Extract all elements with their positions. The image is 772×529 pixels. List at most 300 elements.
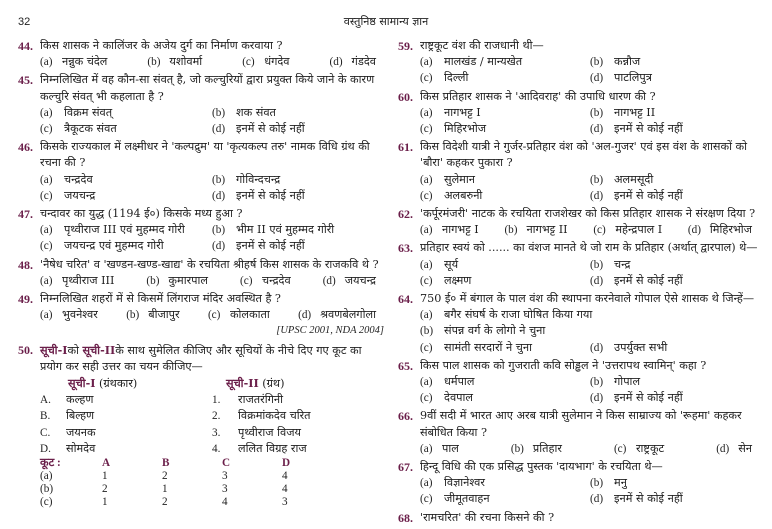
option-text: बगैर संघर्ष के राजा घोषित किया गया [444,308,593,322]
question-stem [398,206,760,222]
code-cell: 1 [102,470,108,483]
answer-option[interactable] [40,188,212,204]
option-label: (b) [212,173,226,186]
list-2-item [212,392,384,408]
option-label: (a) [420,224,433,237]
option-text: कुमारपाल [168,273,208,287]
option-label: (a) [40,173,53,186]
option-label: (b) [590,106,604,119]
question-number: 62. [398,207,413,222]
answer-option[interactable] [420,307,760,323]
question-number: 49. [18,292,33,307]
option-text: नागभट्ट I [442,223,479,237]
list-2-item [212,425,384,441]
answer-option[interactable] [147,54,202,70]
question-text: प्रतिहार स्वयं को ...... का वंशज मानते थे जो राम के प्रतिहार (अर्थात् द्वारपाल) थे— [420,241,758,255]
option-text: पृथ्वीराज III एवं मुहम्मद गोरी [64,223,185,237]
answer-option[interactable] [40,172,212,188]
option-text: उपर्युक्त सभी [614,340,668,354]
page-number: 32 [18,16,31,28]
option-label: (c) [40,189,53,202]
question-stem [398,358,760,374]
option-label: (d) [590,341,604,354]
question-block [398,291,760,356]
options [18,54,384,70]
question-number: 65. [398,358,413,373]
left-column [18,38,384,511]
option-label: (c) [420,123,433,136]
option-text: अलबरुनी [444,188,483,202]
option-label: (d) [590,392,604,405]
option-label: (c) [593,224,606,237]
options [398,441,760,457]
question-stem [18,139,384,171]
item-key: D. [40,442,51,455]
option-text: मनु [614,476,627,490]
option-text: पाटलिपुत्र [614,71,652,85]
text: को [67,343,79,357]
list-1-item [40,392,212,408]
answer-option[interactable] [420,491,590,507]
question-number: 68. [398,510,413,525]
option-text: इनमें से कोई नहीं [614,122,683,136]
answer-option[interactable] [590,70,760,86]
option-text: दिल्ली [444,71,469,85]
header-bold: सूची-I [68,376,96,391]
options [398,307,760,339]
option-label: (d) [716,442,730,455]
option-text: गोपाल [614,375,641,389]
answer-option[interactable] [420,273,590,289]
options [398,340,760,356]
code-cell: 1 [102,496,108,509]
item-key: B. [40,410,51,423]
options [398,475,760,507]
question-block [18,257,384,289]
option-label: (a) [40,274,53,287]
option-label: (b) [212,106,226,119]
option-text: इनमें से कोई नहीं [614,492,683,506]
code-cell: 4 [282,470,288,483]
option-label: (a) [420,442,433,455]
answer-option[interactable] [420,323,760,339]
list-2-ref: सूची-II [82,342,116,357]
question-number: 47. [18,207,33,222]
question-block [18,72,384,137]
option-label: (a) [420,258,433,271]
option-text: नागभट्ट I [444,105,481,119]
option-label: (b) [147,56,161,69]
answer-option[interactable] [593,222,662,238]
question-stem [398,510,760,526]
options [18,222,384,254]
item-key: 3. [212,426,221,439]
option-text: जयचन्द्र एवं मुहम्मद गोरी [64,239,164,253]
answer-option[interactable] [420,70,590,86]
list-1-header [68,375,226,392]
answer-option[interactable] [590,54,760,70]
option-text: बीजापुर [148,308,180,322]
option-text: मिहिरभोज [444,122,487,136]
answer-option[interactable] [40,273,114,289]
question-text: 750 ई० में बंगाल के पाल वंश की स्थापना करनेवाले गोपाल ऐसे शासक थे जिन्हें— [420,292,755,306]
question-block [398,139,760,204]
question-number: 59. [398,39,413,53]
option-text: शक संवत [236,105,276,119]
question-text: राष्ट्रकूट वंश की राजधानी थी— [420,39,544,52]
option-label: (d) [590,189,604,202]
option-label: (c) [420,392,433,405]
match-question [18,342,384,509]
item-value: राजतरंगिनी [238,393,284,407]
item-value: सोमदेव [66,441,96,455]
item-key: 4. [212,442,221,455]
question-text: किस विदेशी यात्री ने गुर्जर-प्रतिहार वंश को 'अल-गुजर' एवं इस वंश के शासकों को 'बौरा' कहकर पुकारा ? [420,140,748,170]
answer-option[interactable] [323,273,376,289]
question-text: 'नैषेध चरित' व 'खण्डन-खण्ड-खाद्य' के रचयिता श्रीहर्ष किस शासक के राजकवि थे ? [40,257,379,271]
answer-option[interactable] [590,121,760,137]
question-block [398,89,760,138]
list-2-item [212,441,384,457]
question-number: 45. [18,73,33,88]
answer-option[interactable] [40,105,212,121]
answer-option[interactable] [590,491,760,507]
answer-option[interactable] [590,475,760,491]
option-text: प्रतिहार [532,441,562,455]
option-text: विक्रम संवत् [64,105,113,119]
option-label: (b) [126,309,140,322]
question-block [398,38,760,87]
answer-option[interactable] [590,374,760,390]
question-number: 44. [18,39,33,53]
item-key: 2. [212,410,221,423]
question-stem [18,257,384,273]
option-text: नागभट्ट II [526,223,568,237]
question-stem [398,38,760,54]
list-2-header [226,375,384,392]
option-text: अलमसूदी [614,172,654,186]
list-2-item [212,408,384,424]
answer-option[interactable] [420,441,459,457]
question-stem [18,38,384,54]
option-label: (b) [590,173,604,186]
answer-option[interactable] [420,390,590,406]
question-text: 'कर्पूरमंजरी' नाटक के रचयिता राजशेखर को किस प्रतिहार शासक ने संरक्षण दिया ? [420,207,756,221]
answer-option[interactable] [420,475,590,491]
answer-option[interactable] [420,374,590,390]
option-label: (d) [212,240,226,253]
list-1-item [40,425,212,441]
answer-option[interactable] [590,172,760,188]
option-text: इनमें से कोई नहीं [236,122,305,136]
option-text: पृथ्वीराज III [62,273,115,287]
answer-option[interactable] [126,307,179,323]
option-label: (b) [504,224,518,237]
answer-option[interactable] [420,222,479,238]
option-label: (a) [420,173,433,186]
options [398,172,760,204]
option-text: यशोवर्मा [169,55,203,69]
answer-option[interactable] [420,121,590,137]
option-label: (a) [420,106,433,119]
question-block [398,206,760,238]
options [398,257,760,289]
option-label: (a) [420,477,433,490]
option-label: (b) [510,442,524,455]
option-text: श्रवणबेलगोला [320,308,376,322]
answer-option[interactable] [590,390,760,406]
code-cell: 2 [162,470,168,483]
match-rows [18,392,384,457]
question-block [398,240,760,289]
match-headers [18,375,384,392]
option-label: (a) [420,309,433,322]
option-text: गंडदेव [351,55,376,69]
option-text: नागभट्ट II [614,105,656,119]
question-text: किस पाल शासक को गुजराती कवि सोड्ढल ने 'उत्तरापथ स्वामिन्' कहा ? [420,358,707,372]
code-option-label[interactable]: (b) [40,483,54,496]
question-block [398,459,760,508]
option-label: (a) [40,106,53,119]
header-bold: सूची-II [226,376,259,391]
option-text: धर्मपाल [444,375,475,389]
code-cell: 3 [282,496,288,509]
option-text: सुलेमान [444,172,475,186]
answer-option[interactable] [420,340,590,356]
option-text: कोलकाता [229,308,270,322]
code-option-label[interactable]: (c) [40,496,53,509]
question-number: 63. [398,241,413,256]
answer-option[interactable] [590,340,760,356]
answer-option[interactable] [40,222,212,238]
question-block [18,206,384,255]
option-text: मालखंड / मान्यखेत [444,55,523,69]
answer-option[interactable] [590,188,760,204]
question-text [40,342,384,375]
code-header-cell: B [162,457,170,470]
answer-option[interactable] [716,441,752,457]
option-label: (b) [590,477,604,490]
answer-option[interactable] [420,257,590,273]
code-cell: 1 [162,483,168,496]
code-cell: 2 [102,483,108,496]
question-number: 48. [18,257,33,272]
question-block [398,510,760,526]
option-text: विज्ञानेश्वर [444,476,485,490]
answer-option[interactable] [688,222,752,238]
option-label: (d) [590,274,604,287]
question-stem [398,139,760,171]
answer-option[interactable] [242,54,289,70]
option-text: सेन [738,441,752,455]
answer-option[interactable] [146,273,208,289]
answer-option[interactable] [40,307,98,323]
option-label: (a) [420,56,433,69]
question-number: 67. [398,460,413,475]
option-text: इनमें से कोई नहीं [614,391,683,405]
list-1-item [40,441,212,457]
answer-option[interactable] [590,273,760,289]
option-label: (c) [420,493,433,506]
answer-option[interactable] [420,105,590,121]
answer-option[interactable] [40,121,212,137]
option-text: राष्ट्रकूट [635,441,665,455]
option-text: लक्ष्मण [444,273,472,287]
question-block [398,408,760,457]
answer-option[interactable] [212,238,384,254]
code-header-cell: A [102,457,111,470]
option-label: (c) [240,274,253,287]
option-text: गोविन्दचन्द्र [236,172,281,186]
option-label: (c) [40,123,53,136]
option-label: (d) [590,123,604,136]
code-header-cell: कूट : [40,457,61,470]
option-label: (b) [146,274,160,287]
header-rest: (ग्रंथ) [258,377,285,391]
answer-option[interactable] [420,54,590,70]
answer-option[interactable] [504,222,567,238]
option-label: (b) [420,325,434,338]
option-label: (c) [420,274,433,287]
answer-option[interactable] [212,222,384,238]
question-stem [398,459,760,475]
question-text: चन्दावर का युद्ध (1194 ई०) किसके मध्य हुआ ? [40,207,243,221]
option-label: (c) [613,442,627,455]
options [18,172,384,204]
answer-option[interactable] [614,441,664,457]
question-stem [18,291,384,307]
answer-option[interactable] [212,188,384,204]
option-text: सूर्य [444,257,459,271]
answer-option[interactable] [212,172,384,188]
question-number: 66. [398,409,413,424]
question-text: किस प्रतिहार शासक ने 'आदिवराह' की उपाधि धारण की ? [420,89,656,103]
option-text: धंगदेव [264,55,290,69]
option-label: (b) [590,258,604,271]
question-block [18,291,384,340]
options [18,273,384,289]
options [18,105,384,137]
question-text: हिन्दू विधि की एक प्रसिद्ध पुस्तक 'दायभाग' के रचयिता थे— [420,460,663,474]
item-value: बिल्हण [66,409,95,423]
option-text: सामंती सरदारों ने चुना [444,340,532,354]
question-text: निम्नलिखित शहरों में से किसमें लिंगराज मंदिर अवस्थित है ? [40,292,281,306]
option-text: मिहिरभोज [709,223,752,237]
option-label: (a) [40,309,53,322]
answer-option[interactable] [420,172,590,188]
code-cell: 3 [222,483,228,496]
question-block [18,139,384,204]
code-cell: 3 [222,470,228,483]
options [398,54,760,86]
option-text: चन्द्र [614,257,631,271]
option-text: इनमें से कोई नहीं [614,188,683,202]
option-text: पाल [442,441,459,455]
option-label: (d) [212,189,226,202]
answer-option[interactable] [212,105,384,121]
answer-option[interactable] [330,54,376,70]
option-text: भीम II एवं मुहम्मद गोरी [236,223,335,237]
item-key: C. [40,426,51,439]
question-text: निम्नलिखित में वह कौन-सा संवत् है, जो कल्चुरियों द्वारा प्रयुक्त किये जाने के कारण कल्चुरि संवत् भी कहलाता है ? [40,73,375,103]
code-option-label[interactable]: (a) [40,470,53,483]
question-text: किस शासक ने कालिंजर के अजेय दुर्ग का निर्माण करवाया ? [40,39,283,52]
item-key: A. [40,394,51,407]
code-header-cell: D [282,457,291,470]
answer-option[interactable] [511,441,562,457]
option-label: (d) [590,493,604,506]
option-text: कन्नौज [614,55,641,69]
question-text: 'रामचरित' की रचना किसने की ? [420,510,555,524]
question-number: 64. [398,292,413,307]
item-value: ललित विग्रह राज [238,441,307,455]
option-text: देवपाल [444,391,473,405]
question-number: 61. [398,140,413,155]
item-value: जयनक [66,425,96,439]
option-label: (b) [590,376,604,389]
option-label: (d) [212,123,226,136]
question-block [398,358,760,407]
option-label: (c) [420,341,433,354]
option-label: (b) [590,56,604,69]
option-text: चन्द्रदेव [64,172,93,186]
list-1-item [40,408,212,424]
item-value: पृथ्वीराज विजय [238,425,302,439]
option-label: (c) [420,72,433,85]
option-label: (a) [40,224,53,237]
answer-option[interactable] [590,257,760,273]
option-label: (c) [420,189,433,202]
option-label: (c) [207,309,221,322]
answer-option[interactable] [420,188,590,204]
option-text: जीमूतवाहन [444,492,490,506]
option-label: (c) [40,240,53,253]
code-cell: 2 [162,496,168,509]
code-cell: 4 [222,496,228,509]
option-label: (d) [590,72,604,85]
answer-option[interactable] [240,273,291,289]
option-label: (a) [420,376,433,389]
item-value: विक्रमांकदेव चरित [238,409,311,423]
text: के साथ सुमेलित कीजिए और सूचियों के नीचे दिए गए कूट का प्रयोग कर सही उत्तर का चयन कीजिए— [40,343,362,373]
list-1-ref: सूची-I [40,342,68,357]
option-label: (d) [298,309,312,322]
option-text: जयचन्द्र [344,273,376,287]
question-text: किसके राज्यकाल में लक्ष्मीधर ने 'कल्पद्रुम' या 'कृत्यकल्प तरु' नामक विधि ग्रंथ की रचना की ? [40,140,370,170]
header-rest: (ग्रंथकार) [95,377,138,391]
item-key: 1. [212,394,221,407]
answer-option[interactable] [208,307,270,323]
page-header [18,14,754,30]
question-stem [398,408,760,440]
answer-option[interactable] [298,307,376,323]
answer-option[interactable] [212,121,384,137]
options [398,374,760,406]
option-label: (c) [242,56,255,69]
code-cell: 4 [282,483,288,496]
question-stem [18,206,384,222]
option-label: (d) [322,274,336,287]
code-table [18,457,384,509]
answer-option[interactable] [40,238,212,254]
option-text: इनमें से कोई नहीं [236,188,305,202]
options [18,307,384,323]
option-text: त्रैकूटक संवत [64,122,117,136]
question-block [18,38,384,70]
answer-option[interactable] [590,105,760,121]
answer-option[interactable] [40,54,107,70]
question-number: 50. [18,342,33,357]
